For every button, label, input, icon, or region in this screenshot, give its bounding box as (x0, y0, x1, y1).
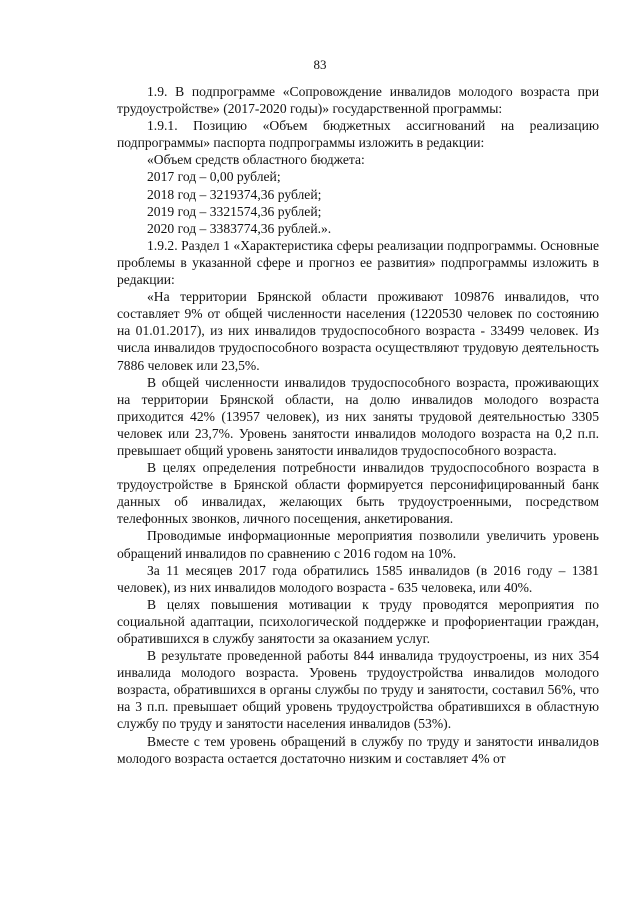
paragraph-1-9-1: 1.9.1. Позицию «Объем бюджетных ассигнований на реализацию подпрограммы» паспорта подпрограммы изложить в редакции: (117, 118, 599, 151)
budget-line-2020: 2020 год – 3383774,36 рублей.». (147, 220, 332, 236)
paragraph-information-events: Проводимые информационные мероприятия позволили увеличить уровень обращений инвалидов по сравнению с 2016 годом на 10%. (117, 528, 599, 561)
budget-line-2018: 2018 год – 3219374,36 рублей; (147, 186, 322, 202)
budget-line-2017: 2017 год – 0,00 рублей; (147, 169, 281, 185)
paragraph-young-disabled-share: В общей численности инвалидов трудоспособного возраста, проживающих на территории Брянской области, на долю инвалидов молодого возраста приходится 42% (13957 человек), из них заняты трудовой деятельностью 3305 человек или 23,7%. Уровень занятости инвалидов молодого возраста на 0,2 п.п. превышает общий уровень занятости инвалидов трудоспособного возраста. (117, 374, 599, 458)
paragraph-population: «На территории Брянской области проживают 109876 инвалидов, что составляет 9% от общей численности населения (1220530 человек по состоянию на 01.01.2017), из них инвалидов трудоспособного возраста - 33499 человек. Из числа инвалидов трудоспособного возраста осуществляют трудовую деятельность 7886 человек или 23,5%. (117, 289, 599, 373)
paragraph-low-level: Вместе с тем уровень обращений в службу по труду и занятости инвалидов молодого возраста остается достаточно низким и составляет 4% от (117, 733, 599, 766)
paragraph-1-9: 1.9. В подпрограмме «Сопровождение инвалидов молодого возраста при трудоустройстве» (2017-2020 годы)» государственной программы: (117, 84, 599, 117)
page-number: 83 (313, 57, 327, 72)
paragraph-data-bank: В целях определения потребности инвалидов трудоспособного возраста в трудоустройстве в Брянской области формируется персонифицированный банк данных об инвалидах, желающих быть трудоустроенными, посредством телефонных звонков, личного посещения, анкетирования. (117, 460, 599, 527)
paragraph-results: В результате проведенной работы 844 инвалида трудоустроены, из них 354 инвалида молодого возраста. Уровень трудоустройства инвалидов молодого возраста, обратившихся в органы службы по труду и занятости, составил 56%, что на 3 п.п. превышает общий уровень трудоустройства обратившихся в областную службу по труду и занятости населения инвалидов (53%). (117, 648, 599, 732)
budget-heading: «Объем средств областного бюджета: (147, 152, 365, 168)
budget-line-2019: 2019 год – 3321574,36 рублей; (147, 203, 322, 219)
paragraph-11-months: За 11 месяцев 2017 года обратились 1585 инвалидов (в 2016 году – 1381 человек), из них инвалидов молодого возраста - 635 человека, или 40%. (117, 562, 599, 595)
paragraph-motivation: В целях повышения мотивации к труду проводятся мероприятия по социальной адаптации, психологической поддержке и профориентации граждан, обратившихся в службу занятости за оказанием услуг. (117, 596, 599, 646)
paragraph-1-9-2: 1.9.2. Раздел 1 «Характеристика сферы реализации подпрограммы. Основные проблемы в указанной сфере и прогноз ее развития» подпрограммы изложить в редакции: (117, 237, 599, 288)
document-body (117, 83, 599, 767)
